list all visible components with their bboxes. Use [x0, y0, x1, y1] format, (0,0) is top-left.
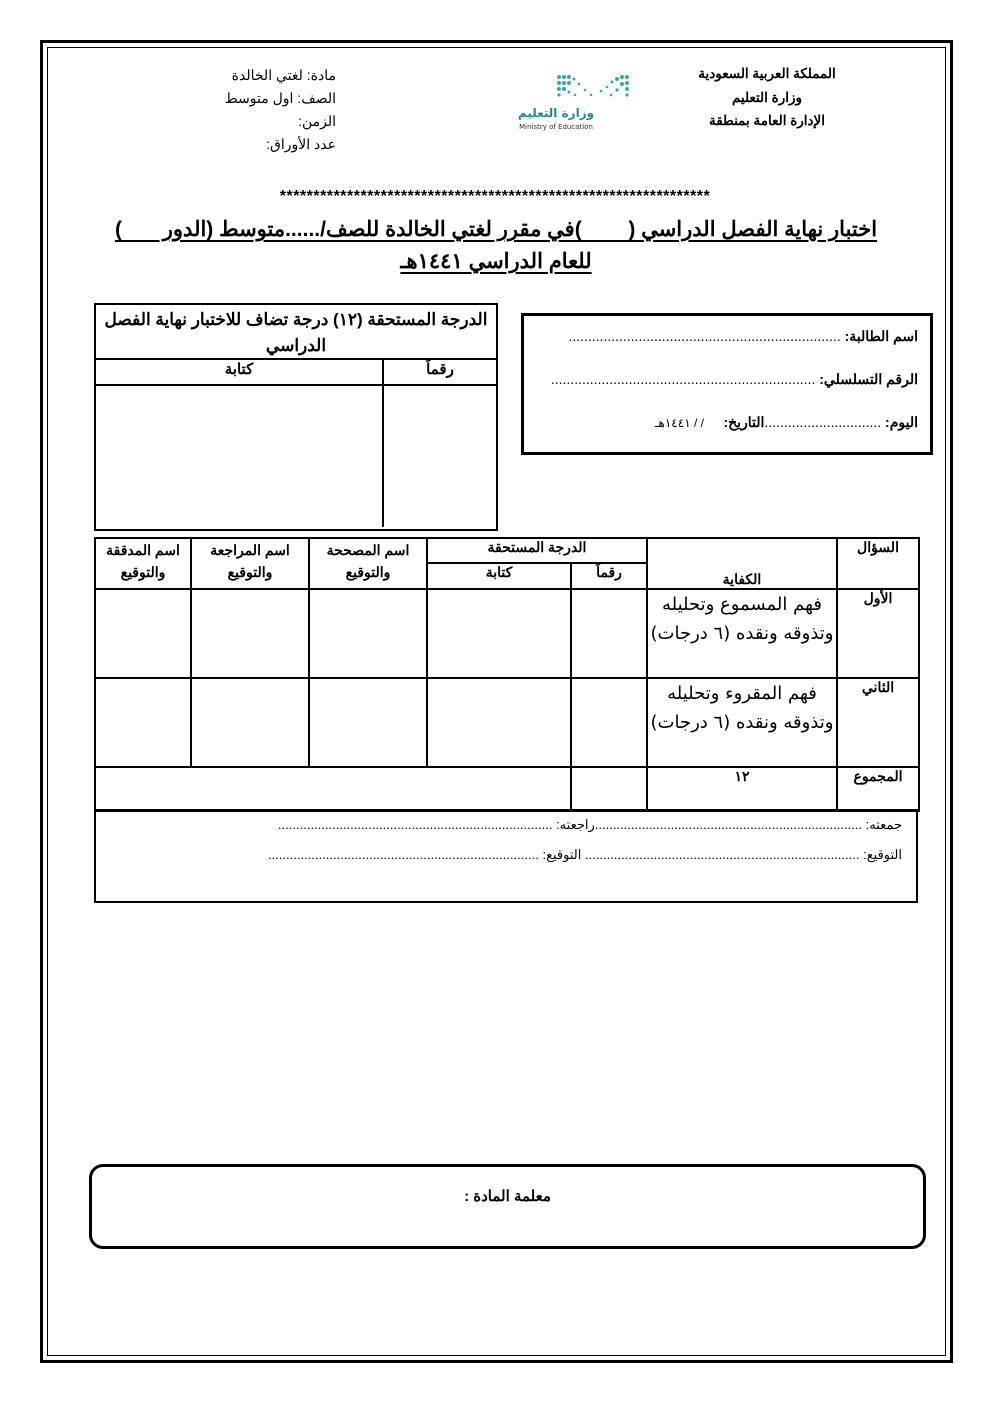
- reviewed-field[interactable]: ............................................................................: [277, 817, 553, 832]
- question-cell: الثاني: [837, 678, 919, 767]
- header-line: وزارة التعليم: [731, 89, 803, 105]
- header-written: كتابة: [427, 563, 571, 589]
- grade-written-header: كتابة: [224, 361, 254, 378]
- table-row: [95, 589, 919, 678]
- title-line-1: اختبار نهاية الفصل الدراسي ( )في مقرر لغتي الخالدة للصف/......متوسط (الدور ): [114, 218, 878, 241]
- signature-label-2: التوقيع:: [542, 847, 582, 862]
- pages-line: عدد الأوراق:: [266, 136, 336, 152]
- header-reviewer: اسم المراجعة والتوقيع: [191, 538, 309, 589]
- table-row: [95, 678, 919, 767]
- ministry-header: [667, 62, 867, 133]
- corrector-cell[interactable]: [309, 589, 427, 678]
- reviewed-label: راجعته:: [556, 817, 595, 832]
- serial-number-label: الرقم التسلسلي:: [819, 371, 918, 387]
- grades-table: [94, 537, 920, 812]
- subject-line: مادة: لغتي الخالدة: [231, 67, 336, 83]
- grade-box-heading: الدرجة المستحقة (١٢) درجة تضاف للاختبار نهاية الفصل الدراسي: [96, 305, 496, 360]
- header-corrector: اسم المصححة والتوقيع: [309, 538, 427, 589]
- exam-title: [95, 214, 897, 278]
- logo-arabic-text: وزارة التعليم: [517, 106, 595, 120]
- grade-box: [94, 303, 498, 531]
- grade-written-cell[interactable]: [96, 386, 382, 527]
- student-info-box: [521, 313, 933, 455]
- teacher-box: [89, 1164, 926, 1249]
- header-numeric: رقماً: [571, 563, 647, 589]
- reviewer-cell[interactable]: [191, 589, 309, 678]
- numeric-cell[interactable]: [571, 678, 647, 767]
- grade-line: الصف: اول متوسط: [224, 90, 336, 106]
- serial-number-field[interactable]: ....................................................................: [550, 371, 816, 387]
- competency-cell: فهم المسموع وتحليله وتذوقه ونقده (٦ درجات): [647, 589, 837, 678]
- total-value: ١٢: [647, 767, 837, 811]
- header-line: الإدارة العامة بمنطقة: [708, 113, 826, 128]
- time-line: الزمن:: [298, 113, 336, 129]
- reviewer-cell[interactable]: [191, 678, 309, 767]
- day-field[interactable]: ..............................: [764, 414, 882, 430]
- signature-field[interactable]: ............................................................................: [584, 847, 860, 862]
- ministry-logo: [515, 70, 633, 136]
- day-label: اليوم:: [885, 414, 918, 430]
- grade-numeric-cell[interactable]: [382, 386, 496, 527]
- signatures-box: [94, 809, 918, 903]
- header-line: المملكة العربية السعودية: [698, 66, 836, 81]
- collected-label: جمعته:: [865, 817, 902, 832]
- header-grade: الدرجة المستحقة: [427, 538, 647, 563]
- written-cell[interactable]: [427, 678, 571, 767]
- date-label: التاريخ:: [723, 414, 765, 430]
- collected-field[interactable]: ..........................................................................: [594, 817, 863, 832]
- logo-english-text: Ministry of Education: [519, 123, 593, 131]
- auditor-cell[interactable]: [95, 678, 191, 767]
- header-competency: الكفاية: [647, 538, 837, 589]
- written-cell[interactable]: [427, 589, 571, 678]
- title-line-2: للعام الدراسي ١٤٤١هـ: [400, 250, 592, 273]
- student-name-field[interactable]: ......................................................................: [568, 328, 841, 344]
- corrector-cell[interactable]: [309, 678, 427, 767]
- numeric-cell[interactable]: [571, 589, 647, 678]
- student-name-label: اسم الطالبة:: [844, 328, 918, 344]
- separator-stars: ****************************************************************: [279, 188, 711, 205]
- competency-cell: فهم المقروء وتحليله وتذوقه ونقده (٦ درجات): [647, 678, 837, 767]
- total-row: [95, 767, 919, 811]
- teacher-label: معلمة المادة :: [464, 1188, 551, 1205]
- total-numeric-cell[interactable]: [571, 767, 647, 811]
- header-auditor: اسم المدققة والتوقيع: [95, 538, 191, 589]
- date-field[interactable]: / / ١٤٤١هـ: [655, 416, 704, 430]
- auditor-cell[interactable]: [95, 589, 191, 678]
- signature-label: التوقيع:: [863, 847, 902, 862]
- exam-info: [200, 64, 336, 156]
- total-label: المجموع: [837, 767, 919, 811]
- total-written-cell[interactable]: [95, 767, 571, 811]
- header-question: السؤال: [837, 538, 919, 589]
- signature-field-2[interactable]: ...........................................................................: [267, 847, 539, 862]
- question-cell: الأول: [837, 589, 919, 678]
- grade-numeric-header: رقماً: [382, 360, 496, 384]
